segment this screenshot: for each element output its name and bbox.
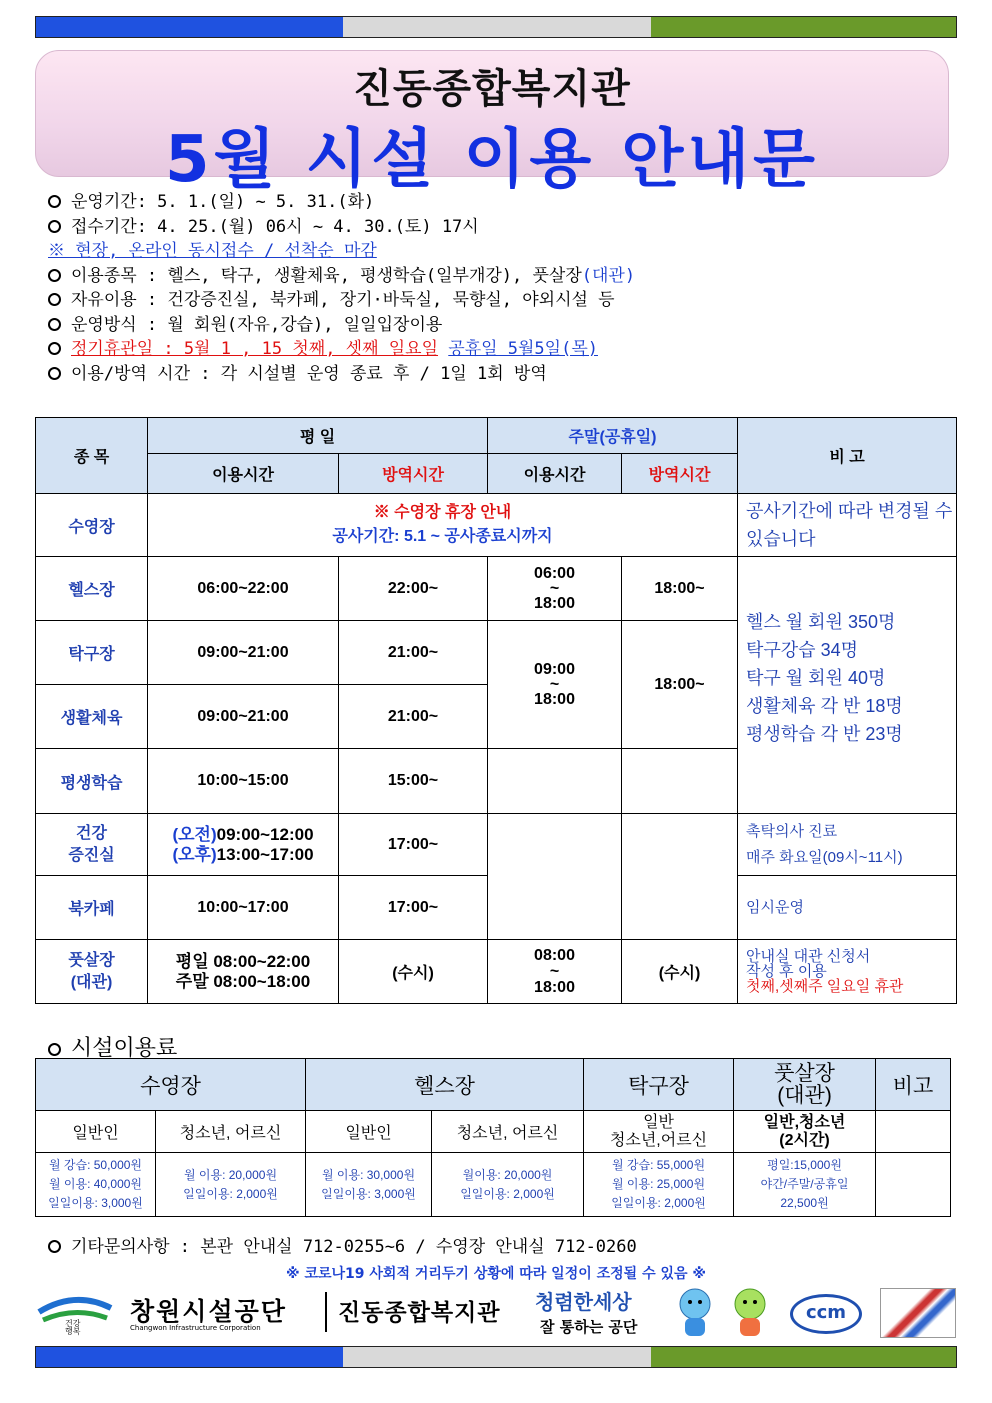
member-notes: 헬스 월 회원 350명 탁구강습 34명 탁구 월 회원 40명 생활체육 각 반 18명 평생학습 각 반 23명	[738, 557, 957, 814]
weekend-disinfect-time: 18:00~	[622, 557, 738, 621]
notice-item: 접수기간: 4. 25.(월) 06시 ~ 4. 30.(토) 17시	[48, 215, 635, 240]
row-note: 촉탁의사 진료 매주 화요일(09시~11시)	[738, 814, 957, 876]
fee-subheader: 일반인	[36, 1111, 156, 1153]
row-note: 공사기간에 따라 변경될 수 있습니다	[738, 494, 957, 557]
ccm-logo: ccm	[790, 1294, 862, 1334]
cisc-name: 창원시설공단	[130, 1297, 287, 1326]
notice-list	[48, 190, 635, 386]
header-weekday: 평 일	[148, 418, 488, 454]
header-item: 종 목	[36, 418, 148, 494]
title-banner	[35, 50, 949, 197]
fee-header: 헬스장	[306, 1059, 584, 1111]
bullet-icon	[48, 1240, 61, 1253]
row-name: 평생학습	[36, 749, 148, 814]
disinfect-time: 21:00~	[339, 621, 488, 685]
use-time: 09:00~21:00	[148, 621, 339, 685]
fee-subheader: 청소년, 어르신	[156, 1111, 306, 1153]
weekend-use-time: 08:00 ~ 18:00	[488, 940, 622, 1004]
notice-item: ※ 현장, 온라인 동시접수 / 선착순 마감	[48, 241, 377, 261]
fee-header: 풋살장 (대관)	[734, 1059, 876, 1111]
pool-closed-notice: ※ 수영장 휴장 안내	[373, 504, 512, 521]
row-name: 수영장	[36, 494, 148, 557]
fee-header: 수영장	[36, 1059, 306, 1111]
page-title: 5월 시설 이용 안내문	[165, 123, 819, 197]
row-name: 풋살장 (대관)	[36, 940, 148, 1004]
org-title: 진동종합복지관	[353, 66, 631, 112]
use-time: 평일 08:00~22:00 주말 08:00~18:00	[148, 940, 339, 1004]
bullet-icon	[48, 342, 61, 355]
weekend-use-time: 06:00 ~ 18:00	[488, 557, 622, 621]
header-use-time: 이용시간	[488, 454, 622, 494]
slogan-logo: 청렴한세상	[535, 1290, 632, 1314]
bullet-icon	[48, 1043, 61, 1056]
disinfect-time: 15:00~	[339, 749, 488, 814]
fee-value: 월 이용: 20,000원 일일이용: 2,000원	[156, 1153, 306, 1217]
divider	[325, 1292, 327, 1332]
header-disinfect-time: 방역시간	[339, 454, 488, 494]
bottom-color-bar	[35, 1346, 957, 1368]
fee-subheader: 청소년, 어르신	[432, 1111, 584, 1153]
bullet-icon	[48, 367, 61, 380]
fee-value: 월 강습: 50,000원 월 이용: 40,000원 일일이용: 3,000원	[36, 1153, 156, 1217]
row-name: 생활체육	[36, 685, 148, 749]
center-name: 진동종합복지관	[338, 1300, 501, 1326]
fee-subheader: 일반,청소년 (2시간)	[734, 1111, 876, 1153]
notice-item: 운영방식 : 월 회원(자유,강습), 일일입장이용	[48, 313, 635, 338]
disinfect-time: 21:00~	[339, 685, 488, 749]
disinfect-time: 22:00~	[339, 557, 488, 621]
header-weekend: 주말(공휴일)	[488, 418, 738, 454]
contact-info: 기타문의사항 : 본관 안내실 712-0255~6 / 수영장 안내실 712-0260	[48, 1232, 637, 1257]
mascot-icon	[670, 1286, 720, 1340]
bullet-icon	[48, 293, 61, 306]
health-happiness-logo: 건강 행복	[35, 1292, 115, 1338]
use-time: 10:00~17:00	[148, 876, 339, 940]
use-time: (오전)09:00~12:00 (오후)13:00~17:00	[148, 814, 339, 876]
disinfect-time: 17:00~	[339, 876, 488, 940]
pool-period: 공사기간: 5.1 ~ 공사종료시까지	[332, 528, 553, 545]
header-disinfect-time: 방역시간	[622, 454, 738, 494]
bullet-icon	[48, 269, 61, 282]
fee-header: 탁구장	[584, 1059, 734, 1111]
notice-item: 정기휴관일 : 5월 1 , 15 첫째, 셋째 일요일 공휴일 5월5일(목)	[48, 337, 635, 362]
top-color-bar	[35, 16, 957, 38]
notice-item: 이용/방역 시간 : 각 시설별 운영 종료 후 / 1일 1회 방역	[48, 362, 635, 387]
schedule-table	[35, 417, 957, 1004]
row-name: 북카페	[36, 876, 148, 940]
notice-item: 자유이용 : 건강증진실, 북카페, 장기·바둑실, 묵향실, 야외시설 등	[48, 288, 635, 313]
fee-value: 월이용: 20,000원 일일이용: 2,000원	[432, 1153, 584, 1217]
header-note: 비 고	[738, 418, 957, 494]
cisc-name-en: Changwon Infrastructure Corporation	[130, 1324, 261, 1332]
weekend-use-time: 09:00 ~ 18:00	[488, 621, 622, 749]
row-name: 탁구장	[36, 621, 148, 685]
header-use-time: 이용시간	[148, 454, 339, 494]
use-time: 06:00~22:00	[148, 557, 339, 621]
covid-notice: ※ 코로나19 사회적 거리두기 상황에 따라 일정이 조정될 수 있음 ※	[285, 1266, 707, 1282]
footer-logos	[35, 1286, 957, 1342]
mascot-icon	[725, 1286, 775, 1340]
row-name: 헬스장	[36, 557, 148, 621]
bullet-icon	[48, 195, 61, 208]
certification-icon	[880, 1288, 956, 1338]
row-note: 임시운영	[738, 876, 957, 940]
fee-section-title: 시설이용료	[48, 1031, 177, 1062]
bullet-icon	[48, 318, 61, 331]
weekend-disinfect-time: 18:00~	[622, 621, 738, 749]
fee-value: 평일:15,000원 야간/주말/공휴일 22,500원	[734, 1153, 876, 1217]
notice-item: 이용종목 : 헬스, 탁구, 생활체육, 평생학습(일부개강), 풋살장(대관)	[48, 264, 635, 289]
row-name: 건강 증진실	[36, 814, 148, 876]
bullet-icon	[48, 220, 61, 233]
disinfect-time: (수시)	[339, 940, 488, 1004]
fee-table	[35, 1058, 951, 1217]
use-time: 10:00~15:00	[148, 749, 339, 814]
fee-subheader: 일반인	[306, 1111, 432, 1153]
notice-item: 운영기간: 5. 1.(일) ~ 5. 31.(화)	[48, 190, 635, 215]
use-time: 09:00~21:00	[148, 685, 339, 749]
disinfect-time: 17:00~	[339, 814, 488, 876]
slogan-text: 잘 통하는 공단	[540, 1318, 638, 1336]
weekend-disinfect-time: (수시)	[622, 940, 738, 1004]
row-note: 안내실 대관 신청서 작성 후 이용 첫째,셋째주 일요일 휴관	[738, 940, 957, 1004]
fee-value: 월 강습: 55,000원 월 이용: 25,000원 일일이용: 2,000원	[584, 1153, 734, 1217]
fee-subheader: 일반 청소년,어르신	[584, 1111, 734, 1153]
fee-header: 비고	[876, 1059, 951, 1111]
fee-value: 월 이용: 30,000원 일일이용: 3,000원	[306, 1153, 432, 1217]
